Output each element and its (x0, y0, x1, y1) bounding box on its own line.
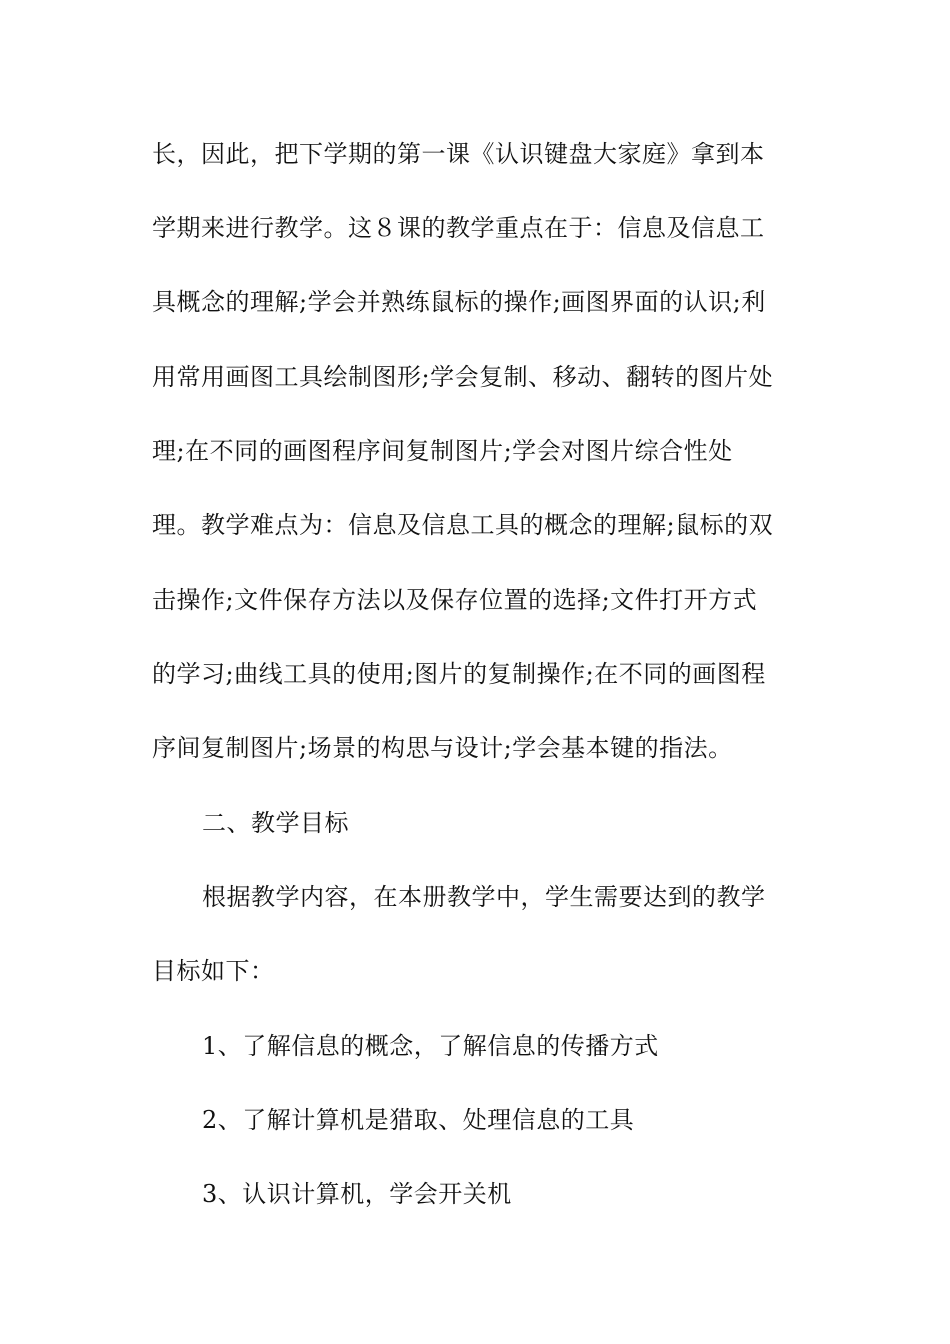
paragraph-line: 根据教学内容，在本册教学中，学生需要达到的教学 (202, 883, 766, 911)
paragraph-line: 长，因此，把下学期的第一课《认识键盘大家庭》拿到本 (152, 140, 765, 168)
paragraph-line: 序间复制图片;场景的构思与设计;学会基本键的指法。 (152, 734, 733, 762)
paragraph-line: 击操作;文件保存方法以及保存位置的选择;文件打开方式 (152, 586, 758, 614)
list-item: 2、了解计算机是猎取、处理信息的工具 (202, 1106, 635, 1134)
paragraph-line: 理;在不同的画图程序间复制图片;学会对图片综合性处 (152, 437, 733, 465)
paragraph-line: 用常用画图工具绘制图形;学会复制、移动、翻转的图片处 (152, 363, 774, 391)
paragraph-line: 学期来进行教学。这８课的教学重点在于：信息及信息工 (152, 214, 765, 242)
paragraph-line: 的学习;曲线工具的使用;图片的复制操作;在不同的画图程 (152, 660, 766, 688)
list-item: 1、了解信息的概念，了解信息的传播方式 (202, 1032, 659, 1060)
paragraph-line: 具概念的理解;学会并熟练鼠标的操作;画图界面的认识;利 (152, 288, 766, 316)
paragraph-line: 目标如下： (152, 957, 275, 985)
section-heading: 二、教学目标 (202, 809, 349, 837)
list-item: 3、认识计算机，学会开关机 (202, 1180, 512, 1208)
paragraph-line: 理。教学难点为：信息及信息工具的概念的理解;鼠标的双 (152, 511, 774, 539)
